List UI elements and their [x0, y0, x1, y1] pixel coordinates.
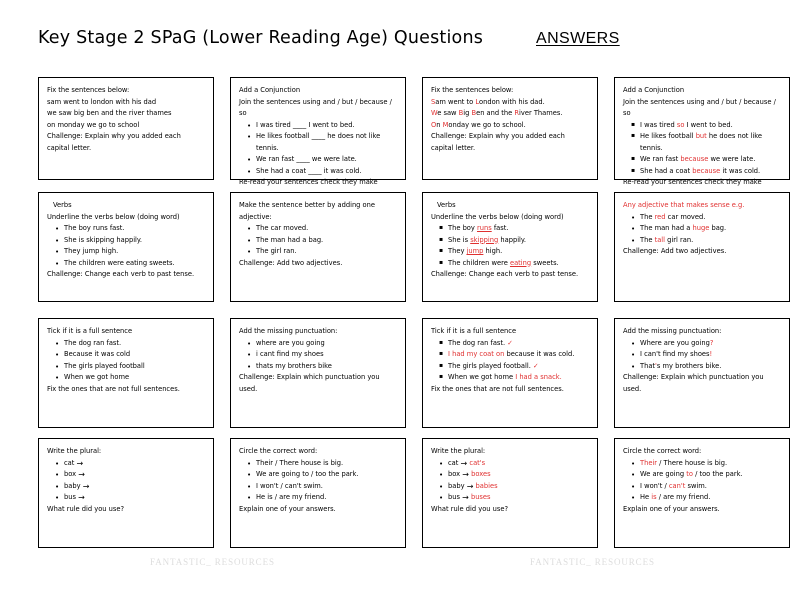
answer-capital: O: [431, 120, 437, 129]
list-item: [640, 458, 781, 470]
sentence-text: The children were: [448, 258, 510, 267]
word-text: bus: [64, 493, 76, 502]
answer-adjective: huge: [692, 224, 710, 233]
arrow-icon: →: [462, 493, 469, 503]
question-list: [47, 223, 205, 269]
answer-box-punctuation: [614, 318, 790, 428]
word-text: cat: [64, 458, 75, 467]
list-item: • where are you going: [256, 338, 397, 350]
sentence-text: because it was cold.: [504, 350, 575, 359]
arrow-icon: →: [462, 470, 469, 480]
answer-choice: is: [651, 493, 657, 502]
box-instruction: Join the sentences using and / but / because / so: [623, 97, 776, 118]
answer-plural: babies: [475, 481, 498, 490]
answer-list: [431, 458, 589, 504]
tick-icon: ✓: [533, 361, 539, 370]
challenge-text: Challenge: Explain why you added each capital letter.: [47, 132, 181, 152]
box-instruction: Underline the verbs below (doing word): [47, 212, 180, 221]
challenge-text: Challenge: Explain which punctuation you used.: [623, 373, 764, 393]
challenge-text: Challenge: Change each verb to past tense.: [431, 270, 579, 279]
question-list: [47, 458, 205, 504]
question-list: [47, 338, 205, 384]
box-heading: Write the plural:: [47, 447, 102, 455]
box-footer: Re-read your sentences check they make: [239, 178, 378, 187]
list-item: • She had a coat ____ it was cold.: [256, 166, 397, 178]
answer-capital: R: [514, 109, 520, 118]
question-box-punctuation: [230, 318, 406, 428]
answer-list: [623, 458, 781, 504]
sentence-text: The man had a: [640, 224, 693, 233]
answer-verb: runs: [476, 224, 492, 233]
question-list: [239, 458, 397, 504]
list-item: • Their / There house is big.: [256, 458, 397, 470]
sentence-text: high.: [483, 247, 503, 256]
answer-box-full-sentence: [422, 318, 598, 428]
question-box-fix-sentences: [38, 77, 214, 180]
answer-choice: can't: [668, 481, 686, 490]
box-heading: Write the plural:: [431, 447, 486, 455]
box-heading: Tick if it is a full sentence: [47, 327, 133, 335]
list-item: [448, 235, 589, 247]
arrow-icon: →: [82, 481, 90, 491]
box-heading: Add a Conjunction: [623, 86, 685, 94]
list-item: [640, 338, 781, 350]
answer-plural: buses: [470, 493, 491, 502]
answer-box-adjectives: [614, 192, 790, 302]
watermark-right: FANTASTIC_ RESOURCES: [530, 557, 655, 567]
sentence-text: girl ran.: [665, 235, 694, 244]
list-item: • thats my brothers bike: [256, 361, 397, 373]
list-item: [640, 235, 781, 247]
list-item: [448, 492, 589, 504]
word-text: baby: [448, 481, 465, 490]
box-footer: Explain one of your answers.: [239, 504, 336, 513]
sentence-text: ondon with his dad.: [479, 97, 545, 106]
answer-list: [623, 212, 781, 247]
answer-added-text: I had my coat on: [448, 350, 505, 359]
question-box-plurals: [38, 438, 214, 548]
box-heading: Fix the sentences below:: [47, 86, 130, 94]
sentence-text: sweets.: [531, 258, 559, 267]
sentence-text: fast.: [491, 224, 509, 233]
list-item: • He is / are my friend.: [256, 492, 397, 504]
box-heading: Add the missing punctuation:: [239, 327, 338, 335]
answer-capital: W: [431, 109, 438, 118]
answer-capital: S: [431, 97, 436, 106]
list-item: • When we got home: [64, 372, 205, 384]
list-item: [448, 349, 589, 361]
answer-punctuation: ?: [709, 338, 714, 347]
list-item: [640, 349, 781, 361]
answer-list: [623, 338, 781, 373]
arrow-icon: →: [76, 458, 84, 468]
answer-adjective: tall: [654, 235, 666, 244]
box-heading: Make the sentence better by adding one adjective:: [239, 201, 375, 221]
sentence-text: That: [640, 361, 656, 370]
list-item: [640, 166, 781, 178]
box-heading: Any adjective that makes sense e.g.: [623, 201, 745, 209]
answer-capital: B: [471, 109, 477, 118]
challenge-text: Challenge: Add two adjectives.: [239, 258, 343, 267]
list-item: [640, 223, 781, 235]
challenge-text: Challenge: Explain which punctuation you used.: [239, 373, 380, 393]
list-item: [448, 258, 589, 270]
sentence-text: He likes football: [640, 132, 696, 141]
answer-choice: Their: [640, 458, 658, 467]
answer-verb: eating: [509, 258, 532, 267]
answer-adjective: red: [654, 212, 666, 221]
answer-word: because: [680, 155, 709, 164]
box-footer: Re-read your sentences check they make: [623, 178, 762, 187]
watermark-left: FANTASTIC_ RESOURCES: [150, 557, 275, 567]
answer-list: [623, 120, 781, 178]
answer-punctuation: ': [655, 361, 657, 370]
box-footer: Explain one of your answers.: [623, 504, 720, 513]
answer-list: [431, 223, 589, 269]
box-footer: What rule did you use?: [47, 504, 125, 513]
answer-capital: L: [475, 97, 480, 106]
list-item: • I won't / can't swim.: [256, 481, 397, 493]
sentence-text: The girls played football.: [448, 361, 533, 370]
list-item: • i cant find my shoes: [256, 349, 397, 361]
sentence-text: n: [436, 120, 443, 129]
sentence-text: I can't find my shoes: [640, 350, 710, 359]
answer-box-verbs: [422, 192, 598, 302]
answer-box-conjunction: [614, 77, 790, 187]
box-instruction: Join the sentences using and / but / because / so: [239, 97, 392, 118]
sentence-text: bag.: [709, 224, 727, 233]
list-item: • The boy runs fast.: [64, 223, 205, 235]
answer-box-fix-sentences: [422, 77, 598, 180]
page-title: Key Stage 2 SPaG (Lower Reading Age) Questions: [38, 28, 484, 48]
sentence-text: he does not like tennis.: [640, 132, 763, 152]
sentence-line-1: [431, 97, 589, 109]
sentence-line-1: sam went to london with his dad: [47, 97, 157, 106]
word-text: cat: [448, 458, 459, 467]
list-item: [640, 492, 781, 504]
list-item: • They jump high.: [64, 246, 205, 258]
challenge-text: Challenge: Add two adjectives.: [623, 247, 727, 256]
word-text: box: [448, 470, 461, 479]
answer-box-correct-word: [614, 438, 790, 548]
box-heading: Circle the correct word:: [623, 447, 702, 455]
answer-verb: jump: [466, 247, 484, 256]
list-item: [640, 212, 781, 224]
answer-list: [431, 338, 589, 384]
sentence-text: They: [448, 247, 467, 256]
list-item: • The dog ran fast.: [64, 338, 205, 350]
sentence-line-3: [431, 120, 589, 132]
list-item: • She is skipping happily.: [64, 235, 205, 247]
box-heading: Circle the correct word:: [239, 447, 318, 455]
sentence-line-3: on monday we go to school: [47, 120, 140, 129]
list-item: [448, 246, 589, 258]
list-item: [64, 492, 205, 504]
box-footer: What rule did you use?: [431, 504, 509, 513]
list-item: [64, 469, 205, 481]
sentence-text: She is: [448, 235, 471, 244]
box-heading: Tick if it is a full sentence: [431, 327, 517, 335]
sentence-text: When we got home: [448, 373, 516, 382]
list-item: • He likes football ____ he does not like tennis.: [256, 131, 397, 154]
box-heading: Add the missing punctuation:: [623, 327, 722, 335]
sentence-text: We ran fast: [640, 155, 681, 164]
list-item: [640, 469, 781, 481]
list-item: • I was tired ____ I went to bed.: [256, 120, 397, 132]
sentence-text: am went to: [435, 97, 476, 106]
box-footer: Fix the ones that are not full sentences.: [47, 384, 180, 393]
list-item: • The girls played football: [64, 361, 205, 373]
list-item: [640, 131, 781, 154]
sentence-text: iver Thames.: [519, 109, 563, 118]
answer-capital: B: [458, 109, 464, 118]
list-item: • The girl ran.: [256, 246, 397, 258]
sentence-text: The: [640, 235, 655, 244]
sentence-text: en and the: [476, 109, 515, 118]
list-item: [448, 458, 589, 470]
question-list: [239, 338, 397, 373]
question-list: [239, 223, 397, 258]
box-instruction: Underline the verbs below (doing word): [431, 212, 564, 221]
sentence-text: s my brothers bike.: [656, 361, 722, 370]
sentence-text: I was tired: [640, 120, 677, 129]
sentence-text: The boy: [448, 224, 477, 233]
list-item: [448, 338, 589, 350]
answer-verb: skipping: [470, 235, 499, 244]
answer-word: because: [692, 166, 721, 175]
question-list: [239, 120, 397, 178]
question-box-correct-word: [230, 438, 406, 548]
answer-capital: M: [442, 120, 449, 129]
arrow-icon: →: [78, 493, 85, 503]
box-heading: Verbs: [53, 201, 72, 209]
sentence-text: / There house is big.: [657, 458, 728, 467]
question-box-adjectives: [230, 192, 406, 302]
sentence-text: / too the park.: [692, 470, 743, 479]
answer-plural: cat's: [469, 458, 486, 467]
list-item: [640, 481, 781, 493]
answers-heading: ANSWERS: [536, 30, 620, 47]
answer-added-text: I had a snack.: [515, 373, 562, 382]
box-heading: Fix the sentences below:: [431, 86, 514, 94]
answer-word: but: [695, 132, 707, 141]
answer-word: so: [676, 120, 685, 129]
list-item: [448, 372, 589, 384]
list-item: [640, 154, 781, 166]
challenge-text: Challenge: Change each verb to past tense.: [47, 270, 195, 279]
answer-punctuation: !: [709, 350, 713, 359]
sentence-line-2: [431, 108, 589, 120]
list-item: • The children were eating sweets.: [64, 258, 205, 270]
sentence-text: / are my friend.: [656, 493, 711, 502]
sentence-text: Where are you going: [640, 338, 710, 347]
sentence-text: swim.: [685, 481, 707, 490]
list-item: [448, 481, 589, 493]
list-item: • The car moved.: [256, 223, 397, 235]
list-item: [64, 481, 205, 493]
list-item: [448, 469, 589, 481]
list-item: • We ran fast ____ we were late.: [256, 154, 397, 166]
sentence-text: e saw: [437, 109, 459, 118]
tick-icon: ✓: [507, 338, 513, 347]
sentence-text: it was cold.: [720, 166, 761, 175]
question-box-full-sentence: [38, 318, 214, 428]
sentence-text: The dog ran fast.: [448, 338, 508, 347]
list-item: • The man had a bag.: [256, 235, 397, 247]
challenge-text: Challenge: Explain why you added each capital letter.: [431, 132, 565, 152]
sentence-text: ig: [463, 109, 472, 118]
list-item: [448, 223, 589, 235]
word-text: baby: [64, 481, 81, 490]
sentence-text: we were late.: [708, 155, 756, 164]
sentence-text: I went to bed.: [684, 120, 733, 129]
question-box-verbs: [38, 192, 214, 302]
sentence-text: car moved.: [665, 212, 706, 221]
sentence-text: I won't /: [640, 481, 669, 490]
sentence-text: We are going: [640, 470, 687, 479]
sentence-text: She had a coat: [640, 166, 693, 175]
list-item: • We are going to / too the park.: [256, 469, 397, 481]
box-heading: Add a Conjunction: [239, 86, 301, 94]
list-item: [640, 120, 781, 132]
sentence-text: happily.: [498, 235, 527, 244]
word-text: bus: [448, 493, 460, 502]
sentence-text: onday we go to school.: [448, 120, 526, 129]
list-item: [448, 361, 589, 373]
box-heading: Verbs: [437, 201, 456, 209]
sentence-text: The: [640, 212, 655, 221]
list-item: [640, 361, 781, 373]
box-footer: Fix the ones that are not full sentences.: [431, 384, 564, 393]
arrow-icon: →: [78, 470, 85, 480]
answer-plural: boxes: [471, 470, 491, 479]
list-item: • Because it was cold: [64, 349, 205, 361]
list-item: [64, 458, 205, 470]
arrow-icon: →: [466, 481, 474, 491]
sentence-line-2: we saw big ben and the river thames: [47, 109, 172, 118]
question-box-conjunction: [230, 77, 406, 187]
answer-box-plurals: [422, 438, 598, 548]
arrow-icon: →: [460, 458, 468, 468]
word-text: box: [64, 470, 77, 479]
answer-choice: to: [686, 470, 693, 479]
sentence-text: He: [640, 493, 652, 502]
